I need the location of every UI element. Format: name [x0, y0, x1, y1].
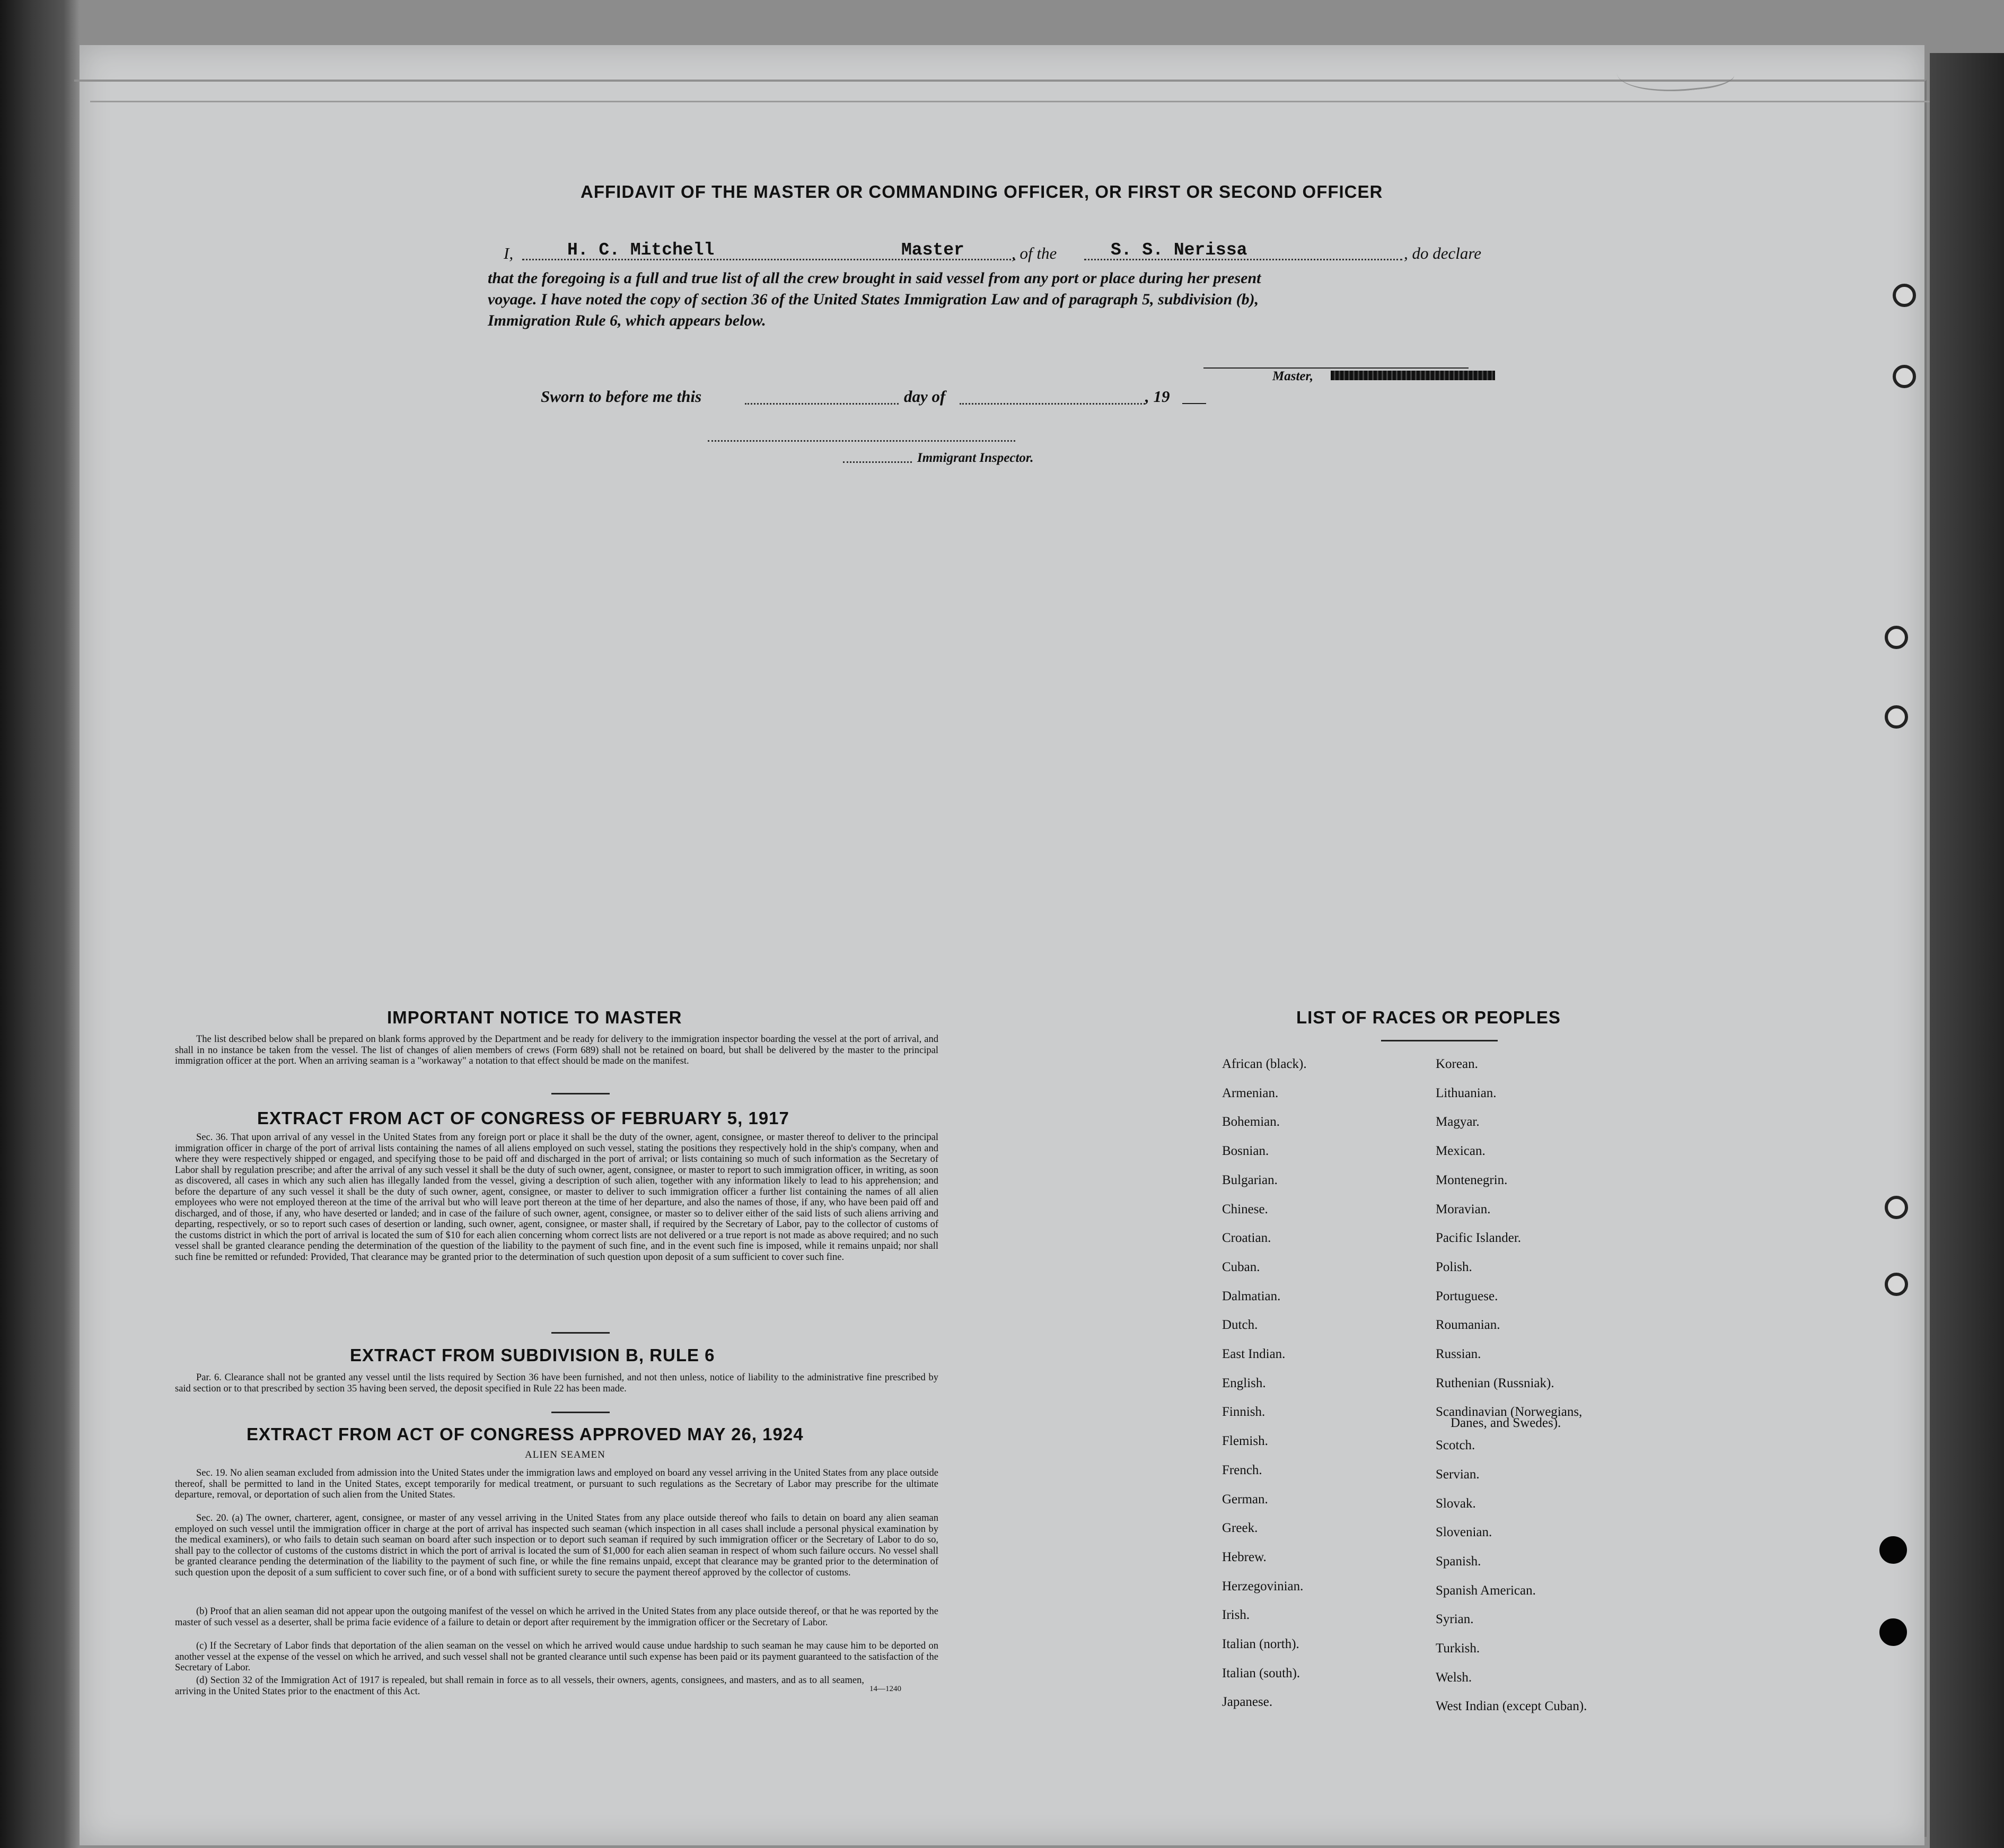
extract-1917-body: Sec. 36. That upon arrival of any vessel in the United States from any foreign port or place it shall be the duty of the owner, agent, consignee, or master thereof to deliver to the principal immigration officer in charge of the port of arrival lists containing the names of all aliens employed on such vessel, stating the positions they respectively hold in the ship's company, when and where they were respectively shipped or engaged, and specifying those to be paid off and discharged in the port of arrival; or lists containing so much of such information as the Secretary of Labor shall by regulation prescribe; and after the arrival of any such vessel it shall be the duty of such owner, agent, consignee, or master to report to such immigration officer, in writing, as soon as discovered, all cases in which any such alien has illegally landed from the vessel, giving a description of such alien, together with any information likely to lead to his apprehension; and before the departure of any such vessel it shall be the duty of such owner, agent, consignee, or master to deliver to such immigration officer a further list containing the names of all alien employees who were not employed thereon at the time of the arrival but who will leave port thereon at the time of her departure, and also the names of those, if any, who have been paid off and discharged, and of those, if any, who have deserted or landed; and in case of the failure of such owner, agent, consignee, or master so to deliver either of the said lists of such aliens arriving and departing, respectively, or so to report such cases of desertion or landing, such owner, agent, consignee, or master shall, if required by the Secretary of Labor, pay to the collector of customs of the customs district in which the port of arrival is located the sum of $10 for each alien concerning whom correct lists are not delivered or a true report is not made as above required; and no such vessel shall be granted clearance pending the determination of the question of the liability to the payment of such fine, and in the event such fine is imposed, while it remains unpaid; nor shall such fine be remitted or refunded: Provided, That clearance may be granted prior to the determination of such question upon deposit of a sum sufficient to cover such fine.: [175, 1132, 938, 1263]
race-item: Flemish.: [1222, 1434, 1268, 1449]
race-item: Dutch.: [1222, 1318, 1258, 1333]
punch-hole: [1885, 626, 1908, 649]
year-label: , 19: [1145, 387, 1170, 406]
race-item: Mexican.: [1436, 1144, 1486, 1159]
race-item: Danes, and Swedes).: [1451, 1416, 1561, 1430]
race-item: Finnish.: [1222, 1405, 1265, 1420]
extract-1924-p1: Sec. 19. No alien seaman excluded from admission into the United States under the immigration laws and employed on board any vessel arriving in the United States from any place outside thereof, shall be permitted to land in the United States, except temporarily for medical treatment, or pursuant to such regulations as the Secretary of Labor may prescribe for the ultimate departure, removal, or deportation of such alien from the United States.: [175, 1468, 938, 1500]
punch-hole: [1879, 1536, 1907, 1564]
punch-hole: [1885, 1273, 1908, 1296]
race-item: Hebrew.: [1222, 1549, 1267, 1564]
race-item: Welsh.: [1436, 1670, 1472, 1685]
race-item: French.: [1222, 1462, 1262, 1477]
extract-1924-p3: (b) Proof that an alien seaman did not appear upon the outgoing manifest of the vessel on which he arrived in the United States from any place outside thereof, or that he was reported by the master of such vessel as a deserter, shall be prima facie evidence of a failure to detain or deport after requirement by the immigration officer or the Secretary of Labor.: [175, 1606, 938, 1628]
race-item: Korean.: [1436, 1057, 1478, 1071]
race-item: Armenian.: [1222, 1085, 1279, 1100]
alien-seamen-subtitle: ALIEN SEAMEN: [525, 1449, 605, 1460]
officer-name: H. C. Mitchell: [567, 240, 715, 260]
punch-hole: [1885, 705, 1908, 729]
race-item: Portuguese.: [1436, 1289, 1498, 1303]
race-item: Dalmatian.: [1222, 1289, 1281, 1303]
race-item: Moravian.: [1436, 1202, 1491, 1216]
race-item: Bosnian.: [1222, 1144, 1269, 1159]
race-item: Scandinavian (Norwegians,: [1436, 1405, 1583, 1420]
punch-hole: [1893, 284, 1916, 307]
notice-title: IMPORTANT NOTICE TO MASTER: [387, 1008, 682, 1027]
race-item: Ruthenian (Russniak).: [1436, 1376, 1554, 1390]
race-item: Chinese.: [1222, 1202, 1268, 1216]
struck-out-text: [1331, 371, 1495, 380]
race-item: Croatian.: [1222, 1231, 1271, 1246]
sworn-month-line: [960, 403, 1145, 405]
master-label: Master,: [1272, 369, 1314, 383]
extract-1917-title: EXTRACT FROM ACT OF CONGRESS OF FEBRUARY 5, 1917: [257, 1108, 789, 1128]
punch-hole: [1885, 1196, 1908, 1219]
punch-hole: [1893, 365, 1916, 388]
race-item: West Indian (except Cuban).: [1436, 1699, 1587, 1714]
extract-1924-p5: (d) Section 32 of the Immigration Act of 1917 is repealed, but shall remain in force as to all vessels, their owners, agents, consignees, and masters, and as to all seamen, arriving in the United States prior to the enactment of this Act.: [175, 1675, 864, 1697]
affidavit-body-line2: voyage. I have noted the copy of section 36 of the United States Immigration Law and of paragraph 5, subdivision (b),: [488, 291, 1259, 308]
officer-rank: Master: [901, 240, 964, 260]
race-item: Greek.: [1222, 1521, 1258, 1536]
race-item: Servian.: [1436, 1467, 1480, 1482]
race-item: Spanish American.: [1436, 1583, 1536, 1598]
extract-rule6-title: EXTRACT FROM SUBDIVISION B, RULE 6: [350, 1345, 715, 1365]
inspector-signature-line: [708, 440, 1015, 442]
race-item: Slovenian.: [1436, 1525, 1492, 1540]
affidavit-i-label: I,: [504, 244, 514, 262]
inspector-label: Immigrant Inspector.: [917, 451, 1034, 465]
divider: [1381, 1040, 1498, 1041]
extract-1924-title: EXTRACT FROM ACT OF CONGRESS APPROVED MAY 26, 1924: [247, 1424, 804, 1444]
race-item: Herzegovinian.: [1222, 1579, 1304, 1593]
race-item: Magyar.: [1436, 1115, 1480, 1129]
affidavit-title: AFFIDAVIT OF THE MASTER OR COMMANDING OFFICER, OR FIRST OR SECOND OFFICER: [581, 182, 1383, 202]
race-item: African (black).: [1222, 1057, 1307, 1071]
extract-rule6-body: Par. 6. Clearance shall not be granted any vessel until the lists required by Section 36 have been furnished, and not then unless, notice of liability to the administrative fine prescribed by said section or to that prescribed by section 35 having been served, the deposit specified in Rule 22 has been made.: [175, 1372, 938, 1394]
race-item: Irish.: [1222, 1608, 1250, 1623]
race-item: Bohemian.: [1222, 1115, 1280, 1129]
affidavit-body-line1: that the foregoing is a full and true list of all the crew brought in said vessel from any port or place during her present: [488, 269, 1261, 287]
race-item: Cuban.: [1222, 1259, 1260, 1274]
race-item: Scotch.: [1436, 1438, 1475, 1453]
vessel-name: S. S. Nerissa: [1111, 240, 1247, 260]
of-the-label: , of the: [1012, 244, 1057, 262]
year-line: [1182, 403, 1206, 404]
race-item: Italian (south).: [1222, 1666, 1300, 1680]
do-declare-label: , do declare: [1404, 244, 1482, 262]
race-item: Italian (north).: [1222, 1637, 1299, 1651]
race-item: East Indian.: [1222, 1347, 1286, 1361]
binding-strip: [1930, 53, 2004, 1848]
divider: [551, 1412, 610, 1413]
race-item: Pacific Islander.: [1436, 1231, 1522, 1246]
race-item: Bulgarian.: [1222, 1172, 1278, 1187]
race-item: English.: [1222, 1376, 1266, 1390]
notice-body: The list described below shall be prepared on blank forms approved by the Department and be ready for delivery to the immigration inspector boarding the vessel at the port of arrival, and shall in no instance be taken from the vessel. The list of changes of alien members of crews (Form 689) shall not be retained on board, but shall be delivered by the master to the principal immigration officer at the port. When an arriving seaman is a "workaway" a notation to that effect should be made on the manifest.: [175, 1034, 938, 1066]
race-item: Roumanian.: [1436, 1318, 1500, 1333]
form-number: 14—1240: [869, 1685, 901, 1693]
race-item: Polish.: [1436, 1259, 1472, 1274]
sworn-day-line: [745, 403, 899, 405]
divider: [551, 1332, 610, 1334]
affidavit-body-line3: Immigration Rule 6, which appears below.: [488, 312, 766, 329]
race-item: German.: [1222, 1492, 1268, 1507]
races-title: LIST OF RACES OR PEOPLES: [1296, 1008, 1561, 1027]
race-item: Japanese.: [1222, 1695, 1273, 1710]
extract-1924-p2: Sec. 20. (a) The owner, charterer, agent, consignee, or master of any vessel arriving in the United States from any place outside thereof who fails to detain on board any alien seaman employed on such vessel until the immigration officer in charge at the port of arrival has inspected such seaman (which inspection in all cases shall include a personal physical examination by the medical examiners), or who fails to detain such seaman on board after such inspection or to deport such seaman if required by such immigration officer or the Secretary of Labor to do so, shall pay to the collector of customs of the customs district in which the port of arrival is located the sum of $1,000 for each alien seaman in respect of whom such failure occurs. No vessel shall be granted clearance pending the determination of the liability to the payment of such fine, or while the fine remains unpaid, except that clearance may be granted prior to the determination of such question upon the deposit of a sum sufficient to cover such fine, or of a bond with sufficient surety to secure the payment thereof approved by the collector of customs.: [175, 1513, 938, 1578]
divider: [551, 1093, 610, 1094]
race-item: Spanish.: [1436, 1554, 1481, 1569]
race-item: Turkish.: [1436, 1641, 1480, 1656]
race-item: Lithuanian.: [1436, 1085, 1497, 1100]
race-item: Montenegrin.: [1436, 1172, 1508, 1187]
sworn-label: Sworn to before me this: [541, 387, 702, 406]
master-signature-line: [1203, 367, 1469, 369]
day-of-label: day of: [904, 387, 946, 406]
inspector-dots: [843, 461, 912, 463]
extract-1924-p4: (c) If the Secretary of Labor finds that deportation of the alien seaman on the vessel on which he arrived would cause undue hardship to such seaman he may cause him to be deported on another vessel at the expense of the vessel on which he arrived, and such vessel shall not be granted clearance until such expense has been paid or its payment guaranteed to the satisfaction of the Secretary of Labor.: [175, 1641, 938, 1673]
race-item: Syrian.: [1436, 1612, 1474, 1627]
race-item: Russian.: [1436, 1347, 1481, 1361]
race-item: Slovak.: [1436, 1496, 1476, 1511]
punch-hole: [1879, 1618, 1907, 1646]
